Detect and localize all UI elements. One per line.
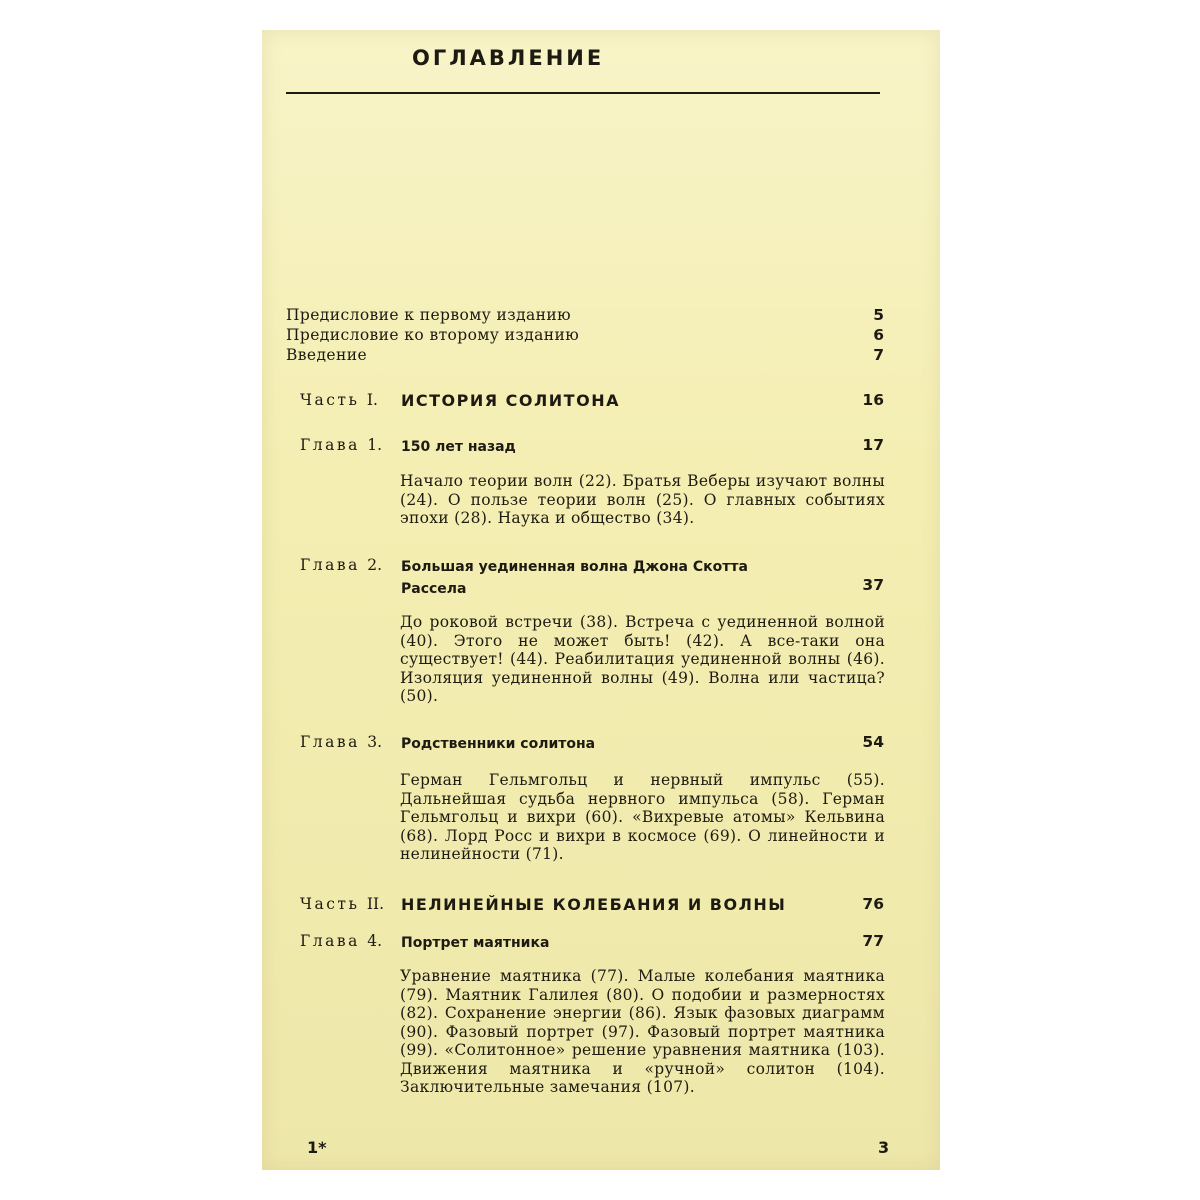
chapter-label: Глава 3. [300,733,383,751]
heading-rule [286,92,880,94]
chapter-4-summary: Уравнение маятника (77). Малые колебания маятника (79). Маятник Галилея (80). О подобии и размерностях (82). Сохранение энергии (86). Язык фазовых диаграмм (90). Фазовый портрет (97). Фазовый портрет маятника (99). «Солитонное» решение уравнения маятника (103). Движения маятника и «ручной» солитон (104). Заключительные замечания (107). [400,967,885,1096]
chapter-2-summary: До роковой встречи (38). Встреча с уединенной волной (40). Этого не может быть! (42). А все-таки она существует! (44). Реабилитация уединенной волны (46). Изоляция уединенной волны (49). Волна или частица? (50). [400,613,885,705]
page-number: 3 [878,1138,890,1157]
chapter-label: Глава 2. [300,556,383,574]
toc-entry-page: 7 [873,346,884,364]
chapter-title: Родственники солитона [401,736,596,752]
toc-entry-preface-second [286,325,884,345]
part-title: ИСТОРИЯ СОЛИТОНА [401,391,620,410]
part-page: 76 [862,895,884,913]
toc-entry-title: Предисловие ко второму изданию [286,326,580,344]
front-matter-list [286,305,884,365]
chapter-3-summary: Герман Гельмгольц и нервный импульс (55). Дальнейшая судьба нервного импульса (58). Герман Гельмгольц и вихри (60). «Вихревые атомы» Кельвина (68). Лорд Росс и вихри в космосе (69). О линейности и нелинейности (71). [400,771,885,863]
toc-entry-page: 6 [873,326,884,344]
chapter-page: 37 [862,576,884,594]
toc-entry-title: Предисловие к первому изданию [286,306,572,324]
chapter-1-summary: Начало теории волн (22). Братья Веберы изучают волны (24). О пользе теории волн (25). О главных событиях эпохи (28). Наука и общество (34). [400,472,885,527]
toc-entry-preface-first [286,305,884,325]
toc-entry-title: Введение [286,346,368,364]
chapter-title: Портрет маятника [401,935,550,951]
chapter-page: 77 [862,932,884,950]
chapter-label: Глава 4. [300,932,383,950]
toc-entry-introduction [286,345,884,365]
signature-mark: 1* [307,1138,327,1157]
chapter-page: 17 [862,436,884,454]
book-page [262,30,940,1170]
part-label: Часть I. [300,391,378,409]
chapter-title: Большая уединенная волна Джона Скотта Рассела [401,559,748,597]
part-page: 16 [862,391,884,409]
chapter-page: 54 [862,733,884,751]
chapter-label: Глава 1. [300,436,383,454]
part-title: НЕЛИНЕЙНЫЕ КОЛЕБАНИЯ И ВОЛНЫ [401,895,787,914]
page-heading: ОГЛАВЛЕНИЕ [412,46,605,70]
part-label: Часть II. [300,895,385,913]
toc-entry-page: 5 [873,306,884,324]
chapter-title: 150 лет назад [401,439,516,455]
